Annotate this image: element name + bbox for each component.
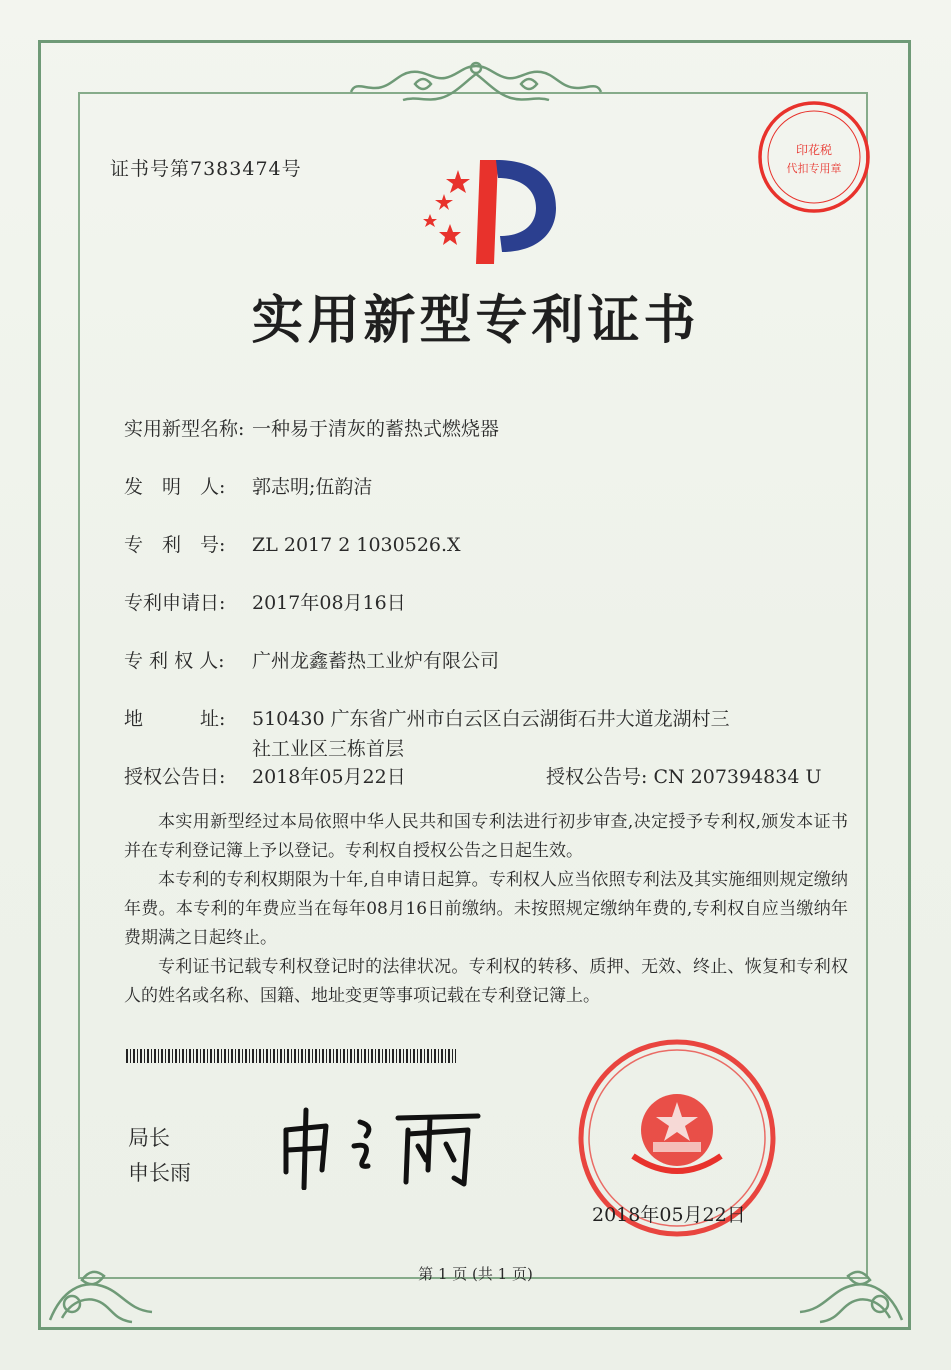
seal-date: 2018年05月22日	[592, 1204, 746, 1226]
paragraph: 专利证书记载专利权登记时的法律状况。专利权的转移、质押、无效、终止、恢复和专利权人的姓名或名称、国籍、地址变更等事项记载在专利登记簿上。	[124, 957, 848, 1006]
field-grant-no-label: 授权公告号:	[546, 766, 648, 788]
field-grant-no	[546, 762, 822, 792]
field-filing-date-value: 2017年08月16日	[252, 592, 406, 614]
field-grant-no-value: CN 207394834 U	[653, 766, 822, 788]
field-patent-no	[124, 530, 461, 560]
field-address-label: 地 址:	[124, 708, 226, 730]
field-address-line2: 社工业区三栋首层	[252, 738, 405, 760]
director-name: 申长雨	[128, 1161, 191, 1185]
field-grant-date-value: 2018年05月22日	[252, 766, 406, 788]
field-inventor-value: 郭志明;伍韵洁	[252, 476, 373, 498]
field-name-label: 实用新型名称:	[124, 418, 245, 440]
field-patent-no-label: 专 利 号:	[124, 534, 226, 556]
director-title: 局长	[128, 1126, 170, 1150]
barcode	[126, 1049, 456, 1063]
svg-text:代扣专用章: 代扣专用章	[786, 162, 842, 175]
field-inventor	[124, 472, 372, 502]
field-inventor-label: 发 明 人:	[124, 476, 226, 498]
sipo-logo-icon	[410, 152, 560, 270]
certificate-number: 证书号第7383474号	[110, 158, 302, 180]
page-number: 第 1 页 (共 1 页)	[418, 1265, 533, 1283]
field-address-line1: 510430 广东省广州市白云区白云湖街石井大道龙湖村三	[252, 708, 730, 730]
field-name	[124, 414, 499, 444]
paragraph: 本专利的专利权期限为十年,自申请日起算。专利权人应当依照专利法及其实施细则规定缴纳年费。本专利的年费应当在每年08月16日前缴纳。未按照规定缴纳年费的,专利权自应当缴纳年费期满之日起终止。	[124, 870, 848, 948]
tax-stamp-icon	[755, 98, 873, 216]
certificate-title: 实用新型专利证书	[251, 290, 700, 351]
svg-text:印花税: 印花税	[795, 143, 833, 157]
field-patentee-label: 专 利 权 人:	[124, 650, 225, 672]
field-patentee	[124, 646, 499, 676]
director-signature	[278, 1100, 488, 1190]
field-filing-date-label: 专利申请日:	[124, 592, 226, 614]
field-address-value	[252, 704, 730, 764]
field-patentee-value: 广州龙鑫蓄热工业炉有限公司	[252, 650, 500, 672]
top-ornament	[345, 58, 607, 110]
field-grant-date-label: 授权公告日:	[124, 766, 226, 788]
field-patent-no-value: ZL 2017 2 1030526.X	[252, 534, 461, 556]
field-address	[124, 704, 730, 764]
field-filing-date	[124, 588, 406, 618]
field-grant-date	[124, 762, 406, 792]
paragraph: 本实用新型经过本局依照中华人民共和国专利法进行初步审查,决定授予专利权,颁发本证书并在专利登记簿上予以登记。专利权自授权公告之日起生效。	[124, 812, 848, 861]
field-name-value: 一种易于清灰的蓄热式燃烧器	[252, 418, 500, 440]
